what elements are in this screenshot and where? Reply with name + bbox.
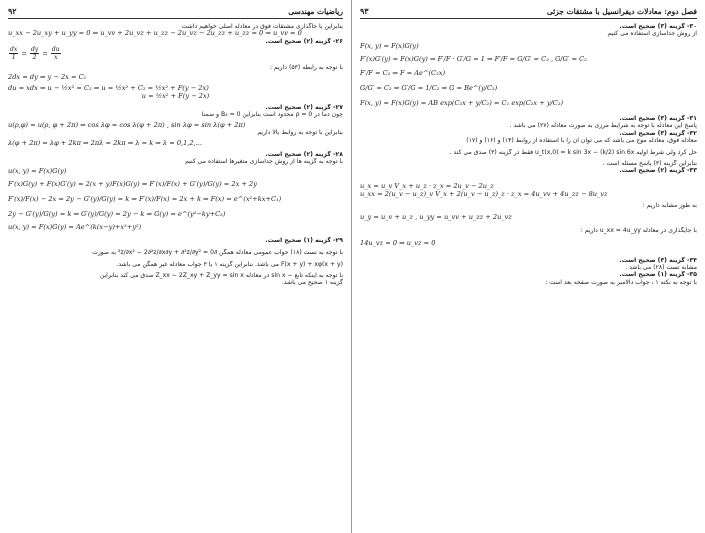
text-line: با توجه به نکته ۱ ، جواب دالامبر به صورت صفحه بعد است :: [545, 278, 697, 286]
equation: 2y − G′(y)/G(y) = k ⇒ G′(y)/G(y) = 2y − k ⇒ G(y) = e^(y²−ky+C₂): [8, 211, 226, 219]
text-line: با جایگذاری در معادله u_xx = 4u_yy داریم :: [580, 227, 697, 235]
text-line: بنابراین با جاگذاری مشتقات فوق در معادله اصلی خواهیم داشت: [181, 23, 343, 30]
left-page-title: ریاضیات مهندسی: [288, 6, 343, 16]
left-page-header: [8, 6, 343, 19]
equation: u_x = u_v V_x + u_z · z_x = 2u_v − 2u_z: [360, 183, 494, 191]
answer-heading: ۲۸- گزینه (۲) صحیح است.: [265, 150, 343, 158]
left-page: [0, 0, 352, 533]
left-page-number: ۹۲: [8, 6, 17, 16]
equation: u_xx = 2(u_v − u_z)_v V_x + 2(u_v − u_z)_z · z_x = 4u_vv + 4u_zz − 8u_vz: [360, 191, 608, 199]
text-line: بنابراین گزینه (۳) پاسخ مسئله است .: [602, 159, 697, 167]
answer-heading: ۳۲- گزینه (۳) صحیح است.: [619, 129, 697, 137]
answer-heading: ۲۹- گزینه (۱) صحیح است.: [265, 236, 343, 244]
text-line: پاسخ این معادله با توجه به شرایط مرزی به صورت معادله (۲۷) می باشد .: [509, 122, 697, 130]
text-line: به طور مشابه داریم :: [642, 202, 697, 210]
text-line: با توجه به اینکه تابع − sin x در معادله Z_xx − 2Z_xy + Z_yy = sin x صدق می کند بنابراین: [99, 271, 343, 279]
text-line: F(x + y) + xφ(x + y) می باشد. بنابراین گزینه ۱ یا ۳ جواب معادله غیر همگن می باشد.: [116, 261, 343, 269]
answer-heading: ۲۶- گزینه (۲) صحیح است.: [265, 38, 343, 46]
answer-heading: ۳۵- گزینه (۱) صحیح است.: [619, 271, 697, 279]
text-line: از روش جداسازی استفاده می کنیم: [607, 30, 697, 38]
answer-heading: ۳۱- گزینه (۳) صحیح است.: [619, 115, 697, 123]
right-page-header: [360, 6, 697, 19]
text-line: مشابه تست (۲۸) می باشد .: [625, 263, 697, 271]
equation: F′(x)/F(x) − 2x = 2y − G′(y)/G(y) = k ⇒ F′(x)/F(x) = 2x + k ⇒ F(x) = e^(x²+kx+C₁): [8, 196, 282, 204]
equation: u_xx − 2u_xy + u_yy = 0 ⇒ u_vv + 2u_vz + u_zz − 2u_vz − 2u_zz + u_zz = 0 ⇒ u_vv = 0: [8, 30, 302, 38]
answer-heading: ۲۷- گزینه (۲) صحیح است.: [265, 103, 343, 111]
equation-fraction-row: $\frac{dx}{1}$ = $\frac{dy}{2}$ = $\frac{du}{x}$: [10, 45, 60, 61]
equation: 14u_vz = 0 ⇒ u_vz = 0: [360, 239, 436, 247]
equation: 2dx = dy ⇒ y − 2x = C₁: [8, 74, 87, 82]
equation: F(x, y) = F(x)G(y) = AB exp(C₂x + y/C₂) = C₁ exp(C₂x + y/C₂): [360, 100, 564, 108]
text-line: با توجه به رابطه (۵۳) داریم :: [269, 63, 343, 71]
text-line: معادله فوق، معادله موج می باشد که می توان آن را با استفاده از روابط (۱۴) و (۱۶) و (۱۷): [466, 137, 697, 145]
equation: F(x, y) = F(x)G(y): [360, 42, 419, 50]
answer-heading: ۳۰- گزینه (۳) صحیح است.: [619, 23, 697, 30]
equation: du = xdx ⇒ u − ½x² = C₂ ⇒ u = ½x² + C₂ = ½x² + F(y − 2x): [8, 85, 209, 93]
equation: F′(x)G(y) + F(x)G′(y) = 2(x + y)F(x)G(y) ⇒ F′(x)/F(x) + G′(y)/G(y) = 2x + 2y: [8, 181, 257, 189]
equation: λ(φ + 2π) = λφ + 2kπ ⇒ 2πλ = 2kπ ⇒ λ = k ⇒ λ = 0,1,2,...: [8, 139, 202, 147]
text-line: با توجه به گزینه ها از روش جداسازی متغیرها استفاده می کنیم: [185, 158, 343, 165]
text-line: حل کرد ولی شرط اولیه u_t(x,0) = k sin 3x − (k/2) sin 6x فقط در گزینه (۳) صدق می کند .: [449, 149, 697, 157]
text-line: چون دما در ρ = 0 محدود است بنابراین B₂ = 0 و ضمنا: [201, 111, 343, 119]
equation: u(x, y) = F(x)G(y): [8, 168, 67, 176]
answer-heading: ۳۳- گزینه (۲) صحیح است.: [619, 167, 697, 175]
equation: u(x, y) = F(x)G(y) = Ae^(k(x−y)+x²+y²): [8, 223, 142, 231]
equation: u_y = u_v + u_z , u_yy = u_vv + u_zz + 2u_vz: [360, 214, 512, 222]
equation: F′/F = C₂ ⇒ F = Ae^(C₂x): [360, 70, 446, 78]
answer-heading: ۳۴- گزینه (۳) صحیح است.: [619, 256, 697, 264]
equation: u(ρ,φ) = u(ρ, φ + 2π) ⇒ cos λφ = cos λ(φ + 2π) , sin λφ = sin λ(φ + 2π): [8, 121, 246, 129]
text-line: بنابراین با توجه به روابط بالا داریم: [257, 129, 343, 137]
equation: G/G′ = C₂ ⇒ G′/G = 1/C₂ ⇒ G = Be^(y/C₂): [360, 85, 498, 93]
text-line: با توجه به تست (۱۸) جواب عمومی معادله همگن ∂²z/∂x² − 2∂²z/∂x∂y + ∂²z/∂y² = 0 به صورت: [92, 249, 343, 257]
right-page-number: ۹۳: [360, 6, 369, 16]
equation: u = ½x² + F(y − 2x): [141, 93, 210, 101]
equation: F′(x)G′(y) = F(x)G(y) ⇒ F′/F · G′/G = 1 ⇒ F′/F = G/G′ = C₂ , G/G′ = C₂: [360, 55, 587, 63]
right-page: [352, 0, 705, 533]
text-line: گزینه ۱ صحیح می باشد.: [281, 279, 343, 287]
right-page-title: فصل دوم: معادلات دیفرانسیل با مشتقات جزئی: [546, 6, 697, 16]
